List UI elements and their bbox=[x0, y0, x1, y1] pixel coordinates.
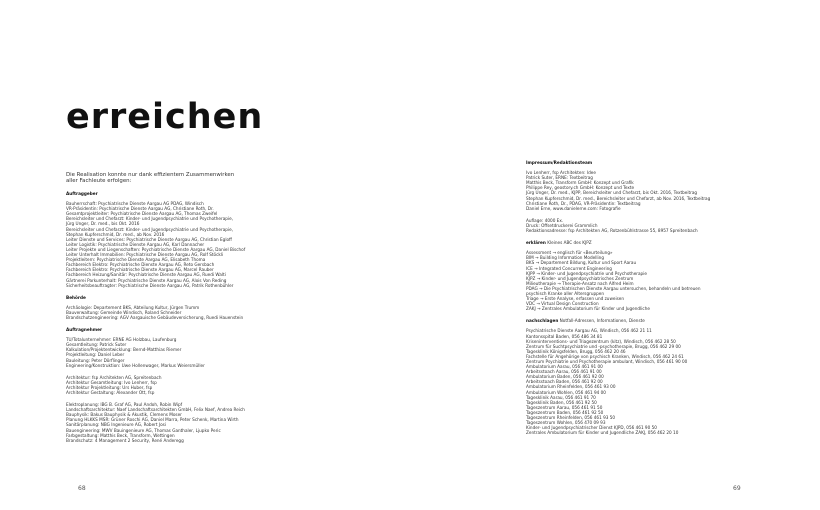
credit-line: Architektur Gestaltung: Alexander Ott, fsp bbox=[66, 390, 155, 395]
print-line: Druck: Offsetdruckerei Grammlich bbox=[526, 222, 598, 228]
credit-line: Kalkulation/Projektentwicklung: Bernd-Matthias Riemer bbox=[66, 347, 182, 353]
impressum-line: Daniel Erne, www.danielerne.com: Fotografie bbox=[526, 205, 621, 211]
contact-line: Tageszentrum Baden, 056 461 92 50 bbox=[526, 409, 604, 415]
page-number-right: 69 bbox=[733, 485, 741, 492]
contact-line: Zentrum Psychiatrie und Psychotherapie ambulant, Windisch, 056 461 90 00 bbox=[526, 359, 688, 364]
credit-line: Elektroplanung: IBG B. Graf AG, Paul Andoh, Robin Wipf bbox=[66, 402, 183, 408]
contact-line: Kantonsspital Baden, 056 486 34 81 bbox=[526, 333, 603, 339]
abc-line: VDC → Virtual Design Construction bbox=[526, 301, 599, 307]
intro-line: aller Fachleute erfolgen: bbox=[66, 178, 132, 185]
abc-line: BKS → Departement Bildung, Kultur und Sport Aarau bbox=[526, 260, 637, 266]
contact-line: Kriseninterventions- und Triagezentrum (kitz), Windisch, 056 462 28 50 bbox=[526, 338, 676, 344]
contacts-heading: nachschlagen bbox=[526, 318, 559, 324]
print-line: Redaktionsadresse: fsp Architekten AG, Rotzenbühlstrasse 55, 8957 Spreitenbach bbox=[526, 228, 698, 234]
impressum-line: Philippe Rey, geostory.ch GmbH: Konzept und Texte bbox=[526, 185, 635, 191]
abc-line: Triage → Erste Analyse, erfassen und zuweisen bbox=[526, 296, 625, 302]
contact-line: Tageszentrum Wohlen, 056 470 09 93 bbox=[526, 420, 606, 426]
contact-line: Zentrales Ambulatorium für Kinder und Jugendliche ZAKJ, 056 462 20 10 bbox=[526, 430, 679, 436]
credit-line: Fachbereich Elektro: Psychiatrische Dienste Aargau AG, Marcel Rauber bbox=[66, 267, 214, 273]
contact-line: Zentrum für Suchtpsychiatrie und -psychotherapie, Brugg, 056 462 29 00 bbox=[526, 343, 681, 349]
credit-line: Leiter Logistik: Psychiatrische Dienste Aargau AG, Karl Dannacher bbox=[66, 241, 205, 247]
abc-line: ICE → Integrated Concurrent Engineering bbox=[526, 265, 612, 271]
contact-line: Fachstelle für Angehörige von psychisch Kranken, Windisch, 056 462 24 61 bbox=[526, 353, 684, 359]
credit-line: Planung HLKKS MSR: Grüner Roschi AG, Daniel Marra, Peter Schenk, Martina Wirth bbox=[66, 417, 239, 423]
abc-line: Assessment → englisch für «Beurteilung» bbox=[526, 250, 613, 256]
credit-line: Architektur Gesamtleitung: Ivo Lenherr, fsp bbox=[66, 379, 157, 385]
contact-line: Tageszentrum Aarau, 056 461 91 50 bbox=[526, 404, 603, 410]
contact-line: Ambulatorium Rheinfelden, 056 461 93 00 bbox=[526, 384, 616, 390]
impressum-column bbox=[526, 160, 710, 435]
section-heading-auftraggeber: Auftraggeber bbox=[66, 191, 98, 196]
credit-line: Bauleitung: Peter Dörflinger bbox=[66, 357, 125, 363]
credit-line: Farbgestaltung: Matthis Beck, Transform, Wettingen bbox=[66, 432, 175, 438]
credit-line: Projektleitern: Psychiatrische Dienste Aargau AG, Elisabeth Thoma bbox=[66, 257, 206, 263]
impressum-line: Patrick Suter, ERNE: Textbeitrag bbox=[526, 175, 593, 181]
credit-line: Bereichsleiter und Chefarzt: Kinder- und Jugendpsychiatrie und Psychotherapie, bbox=[66, 216, 234, 222]
credit-line: Bereichsleiter und Chefarzt: Kinder- und Jugendpsychiatrie und Psychotherapie, bbox=[66, 226, 234, 232]
credit-line: Jürg Unger, Dr. med., bis Okt. 2016 bbox=[66, 221, 140, 227]
print-line: Auflage: 4000 Ex. bbox=[526, 217, 564, 223]
credit-line: Architektur Projektleitung: Urs Huber, fsp bbox=[66, 384, 153, 390]
contact-line: Ambulatorium Aarau, 056 461 91 00 bbox=[526, 364, 603, 370]
credit-line: VR-Präsidentin: Psychiatrische Dienste Aargau AG, Christiane Roth, Dr. bbox=[66, 206, 214, 212]
abc-line: PDAG → Die Psychiatrischen Dienste Aargau untersuchen, behandeln und betreuen bbox=[526, 285, 701, 291]
credit-line: Bauherrschaft: Psychiatrische Dienste Aargau AG PDAG, Windisch bbox=[66, 201, 204, 207]
credit-line: Brandschutzengineering: AGV Aargauische Gebäudeversicherung, Ruedi Hauenstein bbox=[66, 314, 244, 320]
credit-line: Gärtnerei Parkunterhalt: Psychiatrische Dienste Aargau AG, Alois Von Reding bbox=[66, 277, 227, 283]
impressum-heading: Impressum/Redaktionsteam bbox=[526, 160, 593, 165]
credit-line: Stephan Kupferschmid, Dr. med., ab Nov. 2016 bbox=[66, 231, 165, 237]
abc-heading: erklären bbox=[526, 240, 546, 246]
intro-line: Die Realisation konnte nur dank effizientem Zusammenwirken bbox=[66, 172, 235, 178]
credit-line: Engineering/Konstruktion: Uwe Hollenwager, Markus Weiersmüller bbox=[66, 362, 205, 368]
credit-line: Sanitärplanung: NBG Ingenieure AG, Robert Josi bbox=[66, 422, 166, 428]
credit-line: Gesamtleitung: Patrick Suter bbox=[66, 342, 127, 348]
contacts-subtitle: Notfall-Adressen, Informationen, Dienste bbox=[559, 318, 645, 324]
section-heading-behoerde: Behörde bbox=[66, 294, 86, 300]
abc-line: KJPZ → Kinder- und Jugendpsychiatrisches Zentrum bbox=[526, 275, 634, 281]
credit-line: Bauphysik: Bakus Bauphysik & Akustik, Clemens Moser bbox=[66, 412, 182, 418]
impressum-line: Matthis Beck, Transform GmbH: Konzept und Grafik bbox=[526, 180, 634, 186]
section-heading-auftragnehmer: Auftragnehmer bbox=[66, 327, 103, 333]
contact-line: Tagesklinik Aarau, 056 461 91 70 bbox=[526, 394, 596, 400]
contact-line: Psychiatrische Dienste Aargau AG, Windisch, 056 462 21 11 bbox=[526, 328, 652, 334]
abc-line: BIM → Building Information Modelling bbox=[526, 255, 604, 261]
credit-line: Fachbereich Elektro: Psychiatrische Dienste Aargau AG, Reto Gersbach bbox=[66, 262, 215, 268]
contact-line: Arbeitsstoach Aarau, 056 461 91 00 bbox=[526, 369, 602, 375]
credit-line: TU/Totalunternehmer: ERNE AG Holzbau, Laufenburg bbox=[66, 337, 177, 343]
abc-line: KJPP → Kinder- und Jugendpsychiatrie und Psychotherapie bbox=[526, 270, 647, 276]
credit-line: Architektur: fsp Architekten AG, Spreitenbach bbox=[66, 374, 162, 380]
impressum-line: Christiane Roth, Dr., PDAG, VR-Präsidentin: Textbeitrag bbox=[526, 200, 641, 206]
abc-line: psychisch Kranke aller Altersgruppen bbox=[526, 290, 605, 296]
abc-line: Milieutherapie → Therapie-Ansatz nach Alfred Heim bbox=[526, 280, 634, 286]
credit-line: Fachbereich Heizung/Sanitär: Psychiatrische Dienste Aargau AG, Ruedi Walti bbox=[66, 272, 226, 278]
credit-line: Bauverwaltung: Gemeinde Windisch, Roland Schneider bbox=[66, 309, 182, 315]
intro-text bbox=[66, 172, 296, 185]
impressum-line: Ivo Lenherr, fsp Architekten: Idee bbox=[526, 170, 596, 176]
contact-line: Ambulatorium Baden, 056 461 92 00 bbox=[526, 374, 604, 380]
credit-line: Archäologie: Departement BKS, Abteilung Kultur, Jürgen Trumm bbox=[66, 304, 200, 310]
credit-line: Projektleitung: Daniel Leber bbox=[66, 352, 125, 358]
contact-line: Ambulatorium Wohlen, 056 461 94 00 bbox=[526, 389, 606, 395]
contact-line: Arbeitsstoach Baden, 056 461 92 00 bbox=[526, 379, 603, 385]
abc-subtitle: Kleines ABC des KJPZ bbox=[547, 240, 592, 246]
credit-line: Leiter Unterhalt Immobilien: Psychiatrische Dienste Aargau AG, Rolf Stöckli bbox=[66, 252, 224, 258]
impressum-line: Jürg Unger, Dr. med., KJPP, Bereichsleiter und Chefarzt, bis Okt. 2016, Textbeitrag bbox=[526, 190, 698, 196]
contact-line: Tagesklinik Königsfelden, Brugg, 056 462 20 46 bbox=[526, 348, 626, 354]
right-page bbox=[410, 0, 820, 510]
contact-line: Tagesklinik Baden, 056 461 92 50 bbox=[526, 399, 597, 405]
credit-line: Leiter Dienste und Services: Psychiatrische Dienste Aargau AG, Christian Egloff bbox=[66, 236, 232, 242]
contact-line: Tageszentrum Rheinfelden, 056 461 93 50 bbox=[526, 415, 616, 421]
credits-column bbox=[66, 191, 245, 443]
credit-line: Gesamtprojektleiter: Psychiatrische Dienste Aargau AG, Thomas Zweifel bbox=[66, 211, 218, 217]
credit-line: Brandschutz: 4 Management 2 Security, René Anderegg bbox=[66, 437, 184, 443]
credit-line: Bauengineering: MWV Bauingenieure AG, Thomas Ganthaler, Ljupko Peric bbox=[66, 427, 221, 433]
abc-line: ZAKJ → Zentrales Ambulatorium für Kinder und Jugendliche bbox=[526, 306, 650, 312]
page-title: erreichen bbox=[66, 97, 264, 137]
page-number-left: 68 bbox=[78, 485, 86, 492]
credit-line: Leiter Projekte und Liegenschaften: Psychiatrische Dienste Aargau AG, Daniel Bischof bbox=[66, 246, 246, 252]
credit-line: Landschaftsarchitektur: Naef Landschaftsarchitekten GmbH, Felix Naef, Andrea Reich bbox=[66, 407, 245, 413]
impressum-line: Stephan Kupferschmid, Dr. med., Bereichsleiter und Chefarzt, ab Nov. 2016, Textbeitrag bbox=[526, 195, 711, 201]
contact-line: Kinder- und Jugendpsychiatrischer Dienst KJPD, 056 461 90 50 bbox=[526, 425, 657, 431]
credit-line: Sicherheitsbeauftragter: Psychiatrische Dienste Aargau AG, Patrik Rothenbühler bbox=[66, 282, 234, 288]
